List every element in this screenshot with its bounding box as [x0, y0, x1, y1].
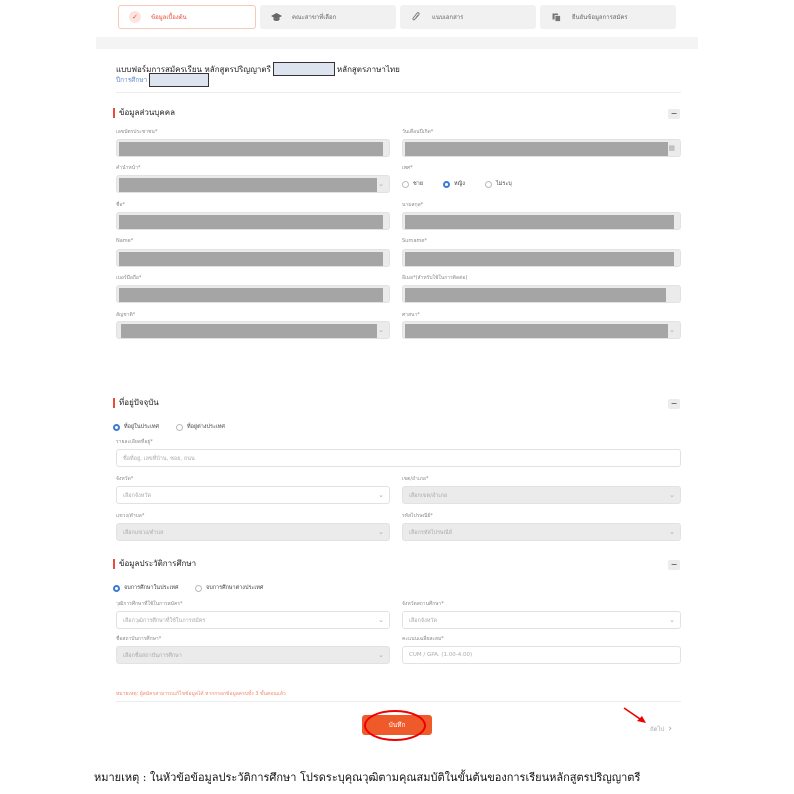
redacted-box [149, 73, 209, 87]
radio-icon [485, 181, 492, 188]
address-detail-input[interactable] [116, 449, 681, 467]
chevron-down-icon: ⌄ [378, 326, 384, 334]
redacted-value [405, 142, 668, 156]
chevron-down-icon: ⌄ [669, 326, 675, 334]
gender-option-male[interactable] [402, 180, 423, 188]
save-button[interactable]: บันทึก [362, 715, 432, 735]
education-domestic-radio[interactable] [113, 584, 178, 592]
district-select[interactable] [402, 486, 681, 504]
school-label: ชื่อสถาบันการศึกษา* [116, 636, 162, 642]
form-note: หมายเหตุ: ผู้สมัครสามารถแก้ไขข้อมูลได้ หากกรอกข้อมูลครบทั้ง 3 ขั้นตอนแล้ว [116, 691, 286, 697]
gender-option-label: หญิง [454, 181, 465, 187]
school-province-label: จังหวัดสถานศึกษา* [402, 601, 444, 607]
address-domestic-radio[interactable] [113, 423, 159, 431]
redacted-value [119, 252, 383, 266]
lastname-label: นามสกุล* [402, 202, 424, 208]
placeholder: เลือกจังหวัด [123, 493, 152, 499]
section-title-personal: ข้อมูลส่วนบุคคล [113, 108, 175, 118]
province-label: จังหวัด* [116, 476, 134, 482]
address-abroad-radio[interactable] [176, 423, 225, 431]
placeholder: เลือกวุฒิการศึกษาที่ใช้ในการสมัคร [123, 618, 206, 624]
divider [116, 92, 681, 93]
radio-selected-icon [113, 585, 120, 592]
placeholder: เลือกจังหวัด [409, 618, 438, 624]
paperclip-icon [410, 11, 422, 23]
placeholder: ชื่อที่อยู่, เลขที่บ้าน, ซอย, ถนน [123, 456, 195, 462]
surname-en-field[interactable] [402, 249, 681, 267]
step-label: ยืนยันข้อมูลการสมัคร [572, 14, 628, 21]
check-icon: ✓ [129, 11, 141, 23]
step-confirm[interactable] [540, 5, 676, 29]
province-select[interactable] [116, 486, 390, 504]
prefix-label: คำนำหน้า* [116, 165, 141, 171]
placeholder: CUM / GPA. (1.00-4.00) [409, 652, 473, 658]
redacted-value [405, 215, 674, 229]
form-title-prefix: แบบฟอร์มการสมัครเรียน หลักสูตรปริญญาตรี [116, 64, 271, 74]
postcode-select[interactable] [402, 523, 681, 541]
chevron-down-icon: ⌄ [378, 180, 384, 188]
education-option-label: จบการศึกษาในประเทศ [124, 585, 179, 591]
name-en-label: Name* [116, 238, 134, 244]
step-attachments[interactable] [400, 5, 536, 29]
nationality-select[interactable] [116, 321, 390, 339]
email-label: อีเมล*(สำหรับใช้ในการติดต่อ) [402, 275, 468, 281]
step-basic-info[interactable] [118, 5, 256, 29]
header-divider [96, 37, 698, 49]
lastname-field[interactable] [402, 212, 681, 230]
subdistrict-label: แขวง/ตำบล* [116, 513, 145, 519]
gender-option-female[interactable] [443, 180, 465, 188]
next-button[interactable] [650, 724, 672, 734]
redacted-value [405, 288, 666, 302]
section-title-address: ที่อยู่ปัจจุบัน [113, 398, 159, 408]
surname-en-label: Surname* [402, 238, 427, 244]
email-field[interactable] [402, 285, 681, 303]
degree-select[interactable] [116, 611, 390, 629]
stepper [118, 5, 676, 29]
redacted-box [273, 62, 335, 76]
section-title-education: ข้อมูลประวัติการศึกษา [113, 559, 196, 569]
step-faculty[interactable] [260, 5, 396, 29]
school-province-select[interactable] [402, 611, 681, 629]
redacted-value [405, 252, 674, 266]
education-abroad-radio[interactable] [195, 584, 263, 592]
pointer-arrow-icon [622, 706, 648, 726]
religion-select[interactable] [402, 321, 681, 339]
id-card-label: เลขบัตรประชาชน* [116, 129, 158, 135]
subdistrict-select[interactable] [116, 523, 390, 541]
phone-label: เบอร์มือถือ* [116, 275, 142, 281]
chevron-down-icon: ⌄ [669, 528, 675, 536]
calendar-icon: ▦ [668, 144, 675, 152]
gender-label: เพศ* [402, 165, 413, 171]
academic-year-label: ปีการศึกษา [116, 76, 148, 84]
redacted-value [405, 324, 668, 338]
dob-label: วันเดือนปีเกิด* [402, 129, 434, 135]
religion-label: ศาสนา* [402, 312, 420, 318]
academic-year [116, 73, 209, 87]
placeholder: เลือกเขต/อำเภอ [409, 493, 448, 499]
gender-option-label: ไม่ระบุ [496, 181, 512, 187]
divider [116, 701, 681, 702]
chevron-down-icon: ⌄ [378, 651, 384, 659]
nationality-label: สัญชาติ* [116, 312, 136, 318]
radio-icon [402, 181, 409, 188]
chevron-down-icon: ⌄ [378, 528, 384, 536]
placeholder: เลือกชื่อสถาบันการศึกษา [123, 653, 182, 659]
redacted-value [119, 142, 383, 156]
step-label: คณะสาขาที่เลือก [292, 14, 337, 21]
collapse-education-button[interactable]: − [668, 560, 680, 570]
step-label: แนบเอกสาร [432, 14, 464, 21]
graduation-cap-icon [270, 11, 282, 23]
education-option-label: จบการศึกษาต่างประเทศ [206, 585, 264, 591]
collapse-address-button[interactable]: − [668, 399, 680, 409]
gpa-label: คะแนนเฉลี่ยสะสม* [402, 636, 444, 642]
chevron-down-icon: ⌄ [669, 491, 675, 499]
district-label: เขต/อำเภอ* [402, 476, 429, 482]
address-option-label: ที่อยู่ในประเทศ [124, 424, 159, 430]
name-en-field[interactable] [116, 249, 390, 267]
next-label: ถัดไป [650, 726, 665, 733]
radio-selected-icon [443, 181, 450, 188]
chevron-down-icon: ⌄ [378, 616, 384, 624]
highlight-ring [364, 710, 426, 741]
degree-label: วุฒิการศึกษาที่ใช้ในการสมัคร* [116, 601, 183, 607]
radio-icon [195, 585, 202, 592]
redacted-value [119, 288, 383, 302]
placeholder: เลือกรหัสไปรษณีย์ [409, 530, 452, 536]
chevron-right-icon: › [668, 724, 672, 734]
postcode-label: รหัสไปรษณีย์* [402, 513, 433, 519]
gender-option-unspecified[interactable] [485, 180, 512, 188]
copy-icon [550, 11, 562, 23]
placeholder: เลือกแขวง/ตำบล [123, 530, 164, 536]
radio-icon [176, 424, 183, 431]
address-detail-label: รายละเอียดที่อยู่* [116, 439, 153, 445]
chevron-down-icon: ⌄ [378, 491, 384, 499]
school-select[interactable] [116, 646, 390, 664]
radio-selected-icon [113, 424, 120, 431]
gpa-input[interactable] [402, 646, 681, 664]
prefix-select[interactable] [116, 175, 390, 193]
firstname-field[interactable] [116, 212, 390, 230]
redacted-value [121, 324, 377, 338]
firstname-label: ชื่อ* [116, 202, 125, 208]
form-title-suffix: หลักสูตรภาษาไทย [336, 64, 400, 74]
gender-option-label: ชาย [413, 181, 424, 187]
step-label: ข้อมูลเบื้องต้น [151, 14, 187, 21]
redacted-value [119, 215, 383, 229]
id-card-field[interactable] [116, 139, 390, 157]
collapse-personal-button[interactable]: − [668, 109, 680, 119]
address-option-label: ที่อยู่ต่างประเทศ [187, 424, 225, 430]
phone-field[interactable] [116, 285, 390, 303]
dob-field[interactable] [402, 139, 681, 157]
annotation-text: หมายเหตุ : ในหัวข้อข้อมูลประวัติการศึกษา โปรดระบุคุณวุฒิตามคุณสมบัติในขั้นต้นของการเรียนหลักสูตรปริญญาตรี [94, 771, 641, 784]
redacted-value [119, 178, 377, 192]
chevron-down-icon: ⌄ [669, 616, 675, 624]
